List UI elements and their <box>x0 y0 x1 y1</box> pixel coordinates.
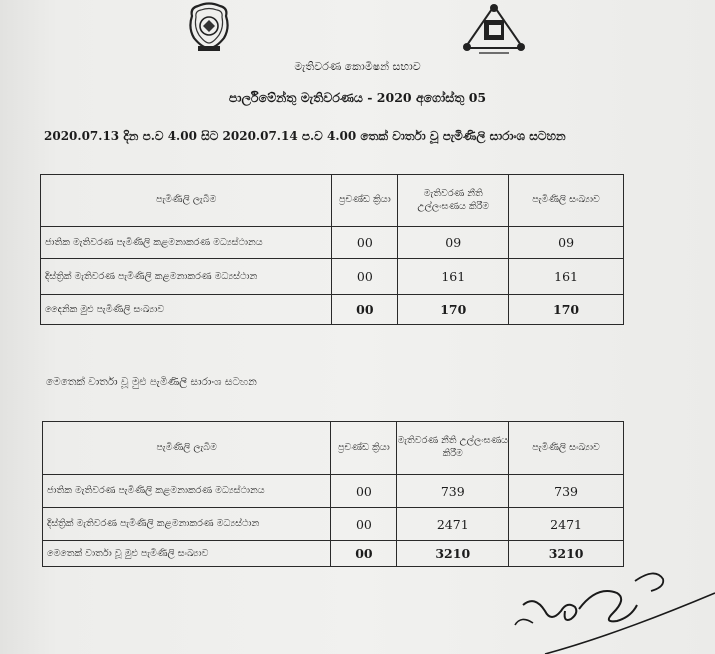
commission-name: මැතිවරණ කොමිෂන් සභාව <box>294 60 421 73</box>
law-violation-value: 2471 <box>397 508 509 541</box>
violent-value: 00 <box>331 475 397 508</box>
count-value: 739 <box>509 475 624 508</box>
election-commission-logo <box>459 2 529 58</box>
violent-value: 00 <box>331 508 397 541</box>
column-header-category: පැමිණිලි ලැබීම <box>43 422 331 475</box>
column-header-law-violation: මැතිවරණ නීති උල්ලංඝණය කිරීම <box>398 175 509 227</box>
law-violation-value: 170 <box>398 295 509 325</box>
table-total-row <box>43 541 624 567</box>
row-label: මෙතෙක් වාර්තා වූ මුළු පැමිණිලි සංඛ්‍යාව <box>43 541 331 567</box>
count-value: 3210 <box>509 541 624 567</box>
column-header-category: පැමිණිලි ලැබීම <box>41 175 332 227</box>
cumulative-summary-heading: මෙතෙක් වාර්තා වූ මුළු පැමිණිලි සාරාංශ සටහන <box>46 376 257 388</box>
row-label: දෛනික මුළු පැමිණිලි සංඛ්‍යාව <box>41 295 332 325</box>
table-row <box>41 259 624 295</box>
table-header-row <box>41 175 624 227</box>
row-label: ජාතික මැතිවරණ පැමිණිලි කළමනාකරණ මධ්‍යස්ථානය <box>41 227 332 259</box>
column-header-violent: ප්‍රචණ්ඩ ක්‍රියා <box>331 422 397 475</box>
national-emblem-logo <box>186 2 232 52</box>
table-row <box>41 227 624 259</box>
row-label: දිස්ත්‍රික් මැතිවරණ පැමිණිලි කළමනාකරණ මධ්‍යස්ථාන <box>41 259 332 295</box>
cumulative-complaints-table <box>42 421 624 567</box>
signature <box>505 565 715 654</box>
count-value: 170 <box>509 295 624 325</box>
table-header-row <box>43 422 624 475</box>
daily-complaints-table <box>40 174 624 325</box>
daily-summary-heading: 2020.07.13 දින ප.ව 4.00 සිට 2020.07.14 ප.ව 4.00 තෙක් වාර්තා වූ පැමිණිලි සාරාංශ සටහන <box>44 129 566 143</box>
table-row <box>43 508 624 541</box>
column-header-law-violation: මැතිවරණ නීති උල්ලංඝණය කිරීම <box>397 422 509 475</box>
table-total-row <box>41 295 624 325</box>
violent-value: 00 <box>332 227 398 259</box>
column-header-count: පැමිණිලි සංඛ්‍යාව <box>509 422 624 475</box>
law-violation-value: 161 <box>398 259 509 295</box>
violent-value: 00 <box>331 541 397 567</box>
count-value: 161 <box>509 259 624 295</box>
violent-value: 00 <box>332 259 398 295</box>
law-violation-value: 3210 <box>397 541 509 567</box>
law-violation-value: 739 <box>397 475 509 508</box>
row-label: ජාතික මැතිවරණ පැමිණිලි කළමනාකරණ මධ්‍යස්ථානය <box>43 475 331 508</box>
column-header-violent: ප්‍රචණ්ඩ ක්‍රියා <box>332 175 398 227</box>
law-violation-value: 09 <box>398 227 509 259</box>
page-title: පාර්ලිමේන්තු මැතිවරණය - 2020 අගෝස්තු 05 <box>228 90 487 105</box>
table-row <box>43 475 624 508</box>
count-value: 2471 <box>509 508 624 541</box>
count-value: 09 <box>509 227 624 259</box>
row-label: දිස්ත්‍රික් මැතිවරණ පැමිණිලි කළමනාකරණ මධ්‍යස්ථාන <box>43 508 331 541</box>
violent-value: 00 <box>332 295 398 325</box>
column-header-count: පැමිණිලි සංඛ්‍යාව <box>509 175 624 227</box>
